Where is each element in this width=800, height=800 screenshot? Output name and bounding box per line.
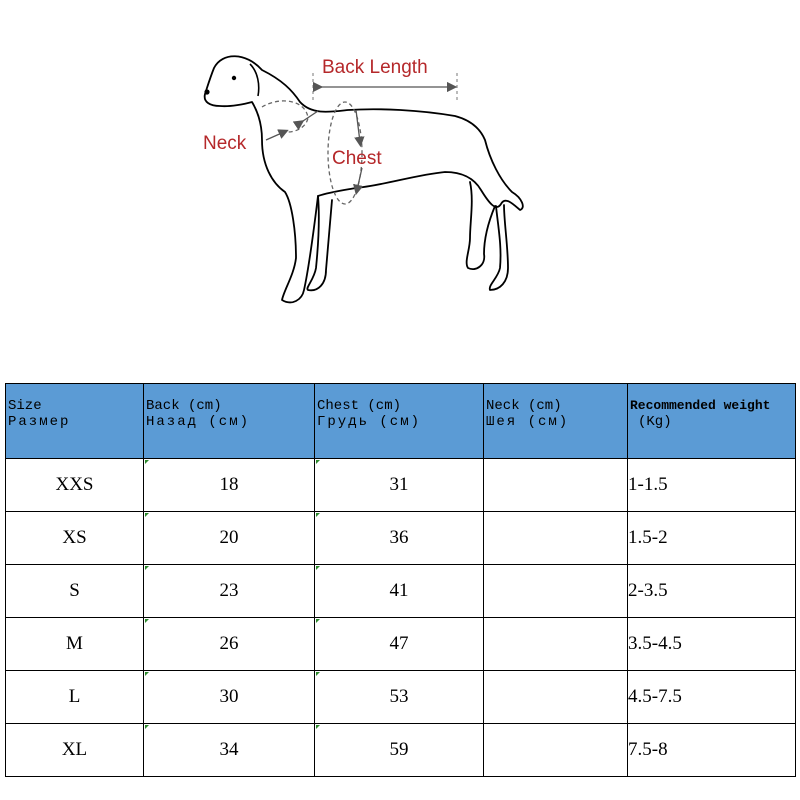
table-row: [6, 512, 796, 565]
dog-nose: [204, 89, 209, 94]
header-size-en: Size: [8, 398, 42, 414]
cell-weight: 4.5-7.5: [628, 671, 796, 724]
cell-neck: [484, 459, 628, 512]
cell-weight: 7.5-8: [628, 724, 796, 777]
header-neck: [484, 384, 628, 459]
dog-eye: [232, 76, 236, 80]
cell-size: S: [6, 565, 144, 618]
cell-neck: [484, 724, 628, 777]
cell-weight: 1.5-2: [628, 512, 796, 565]
header-chest-en: Chest (cm): [317, 398, 402, 414]
cell-neck: [484, 618, 628, 671]
cell-back: 18: [144, 459, 315, 512]
chest-label: Chest: [332, 148, 382, 169]
size-chart-table: [5, 383, 796, 777]
dog-outline: [205, 56, 523, 302]
header-size: [6, 384, 144, 459]
cell-chest: 31: [315, 459, 484, 512]
cell-chest: 41: [315, 565, 484, 618]
cell-neck: [484, 565, 628, 618]
cell-neck: [484, 671, 628, 724]
header-weight-en: Recommended weight: [630, 398, 771, 413]
cell-size: XL: [6, 724, 144, 777]
cell-size: M: [6, 618, 144, 671]
cell-size: XXS: [6, 459, 144, 512]
table-row: [6, 724, 796, 777]
neck-measure: [262, 101, 318, 140]
dog-ear: [250, 64, 259, 96]
dog-measurement-diagram: [0, 0, 800, 330]
cell-neck: [484, 512, 628, 565]
header-back-en: Back (cm): [146, 398, 222, 414]
table-row: [6, 459, 796, 512]
header-chest-ru: Грудь (см): [317, 414, 422, 430]
cell-back: 34: [144, 724, 315, 777]
cell-weight: 1-1.5: [628, 459, 796, 512]
header-neck-en: Neck (cm): [486, 398, 562, 414]
cell-chest: 47: [315, 618, 484, 671]
back-length-label: Back Length: [322, 57, 428, 78]
header-neck-ru: Шея (см): [486, 414, 570, 430]
cell-size: XS: [6, 512, 144, 565]
table-row: [6, 565, 796, 618]
table-row: [6, 618, 796, 671]
header-weight-unit: (Kg): [638, 414, 672, 430]
cell-weight: 2-3.5: [628, 565, 796, 618]
cell-size: L: [6, 671, 144, 724]
neck-label: Neck: [203, 133, 247, 154]
cell-back: 26: [144, 618, 315, 671]
header-weight: [628, 384, 796, 459]
table-header-row: [6, 384, 796, 459]
header-chest: [315, 384, 484, 459]
cell-weight: 3.5-4.5: [628, 618, 796, 671]
cell-back: 23: [144, 565, 315, 618]
cell-back: 20: [144, 512, 315, 565]
table-row: [6, 671, 796, 724]
header-size-ru: Размер: [8, 414, 71, 430]
cell-back: 30: [144, 671, 315, 724]
cell-chest: 53: [315, 671, 484, 724]
cell-chest: 36: [315, 512, 484, 565]
header-back-ru: Назад (см): [146, 414, 251, 430]
header-back: [144, 384, 315, 459]
cell-chest: 59: [315, 724, 484, 777]
